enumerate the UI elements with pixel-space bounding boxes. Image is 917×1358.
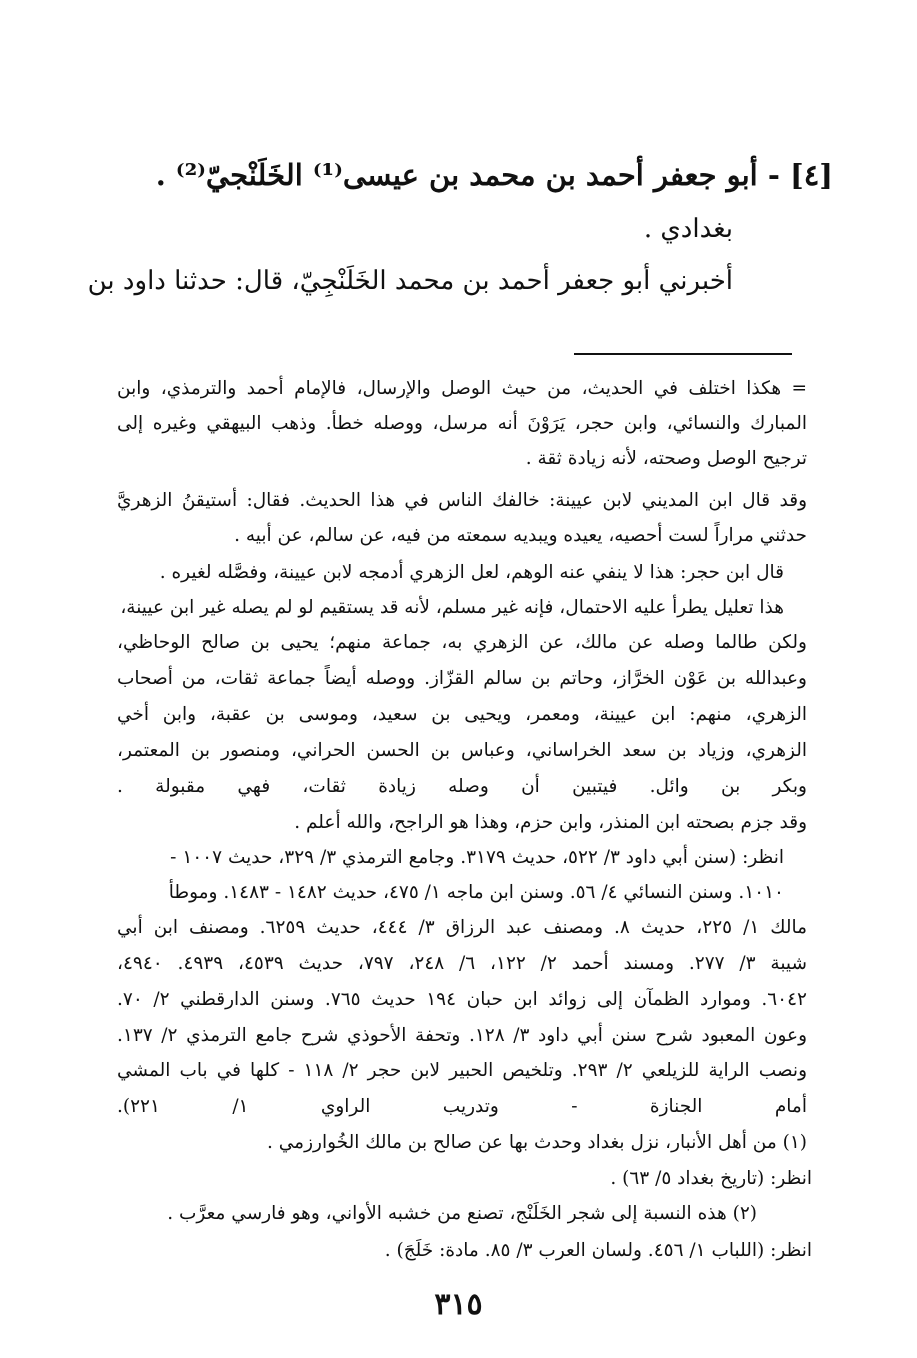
footnote-line: قال ابن حجر: هذا لا ينفي عنه الوهم، لعل الزهري أدمجه لابن عيينة، وفصَّله لغيره . (159, 562, 784, 583)
entry-origin: بغدادي . (643, 214, 733, 244)
footnote-line: وقد جزم بصحته ابن المنذر، وابن حزم، وهذا هو الراجح، والله أعلم . (294, 812, 807, 833)
footnote-line: شيبة ٣/ ٢٧٧. ومسند أحمد ٢/ ١٢٢، ٦/ ٢٤٨، ٧٩٧، حديث ٤٥٣٩، ٤٩٣٩. ٤٩٤٠، (117, 953, 808, 974)
footnote-line: ونصب الراية للزيلعي ٢/ ٢٩٣. وتلخيص الحبير لابن حجر ٢/ ١١٨ - كلها في باب المشي (117, 1060, 807, 1081)
footnote-line: وبكر بن وائل. فيتبين أن وصله زيادة ثقات، فهي مقبولة . (117, 776, 807, 797)
footnote-line: (٢) هذه النسبة إلى شجر الخَلَنْج، تصنع من خشبه الأواني، وهو فارسي معرَّب . (167, 1203, 757, 1224)
footnote-line: مالك ١/ ٢٢٥، حديث ٨. ومصنف عبد الرزاق ٣/ ٤٤٤، حديث ٦٢٥٩. ومصنف ابن أبي (117, 917, 808, 938)
footnote-line: هذا تعليل يطرأ عليه الاحتمال، فإنه غير مسلم، لأنه قد يستقيم لو لم يصله غير ابن عيينة، (120, 597, 784, 618)
footnote-line: = هكذا اختلف في الحديث، من حيث الوصل والإرسال، فالإمام أحمد والترمذي، وابن (117, 378, 807, 399)
footnote-line: انظر: (تاريخ بغداد ٥/ ٦٣) . (610, 1168, 812, 1189)
footnote-line: انظر: (سنن أبي داود ٣/ ٥٢٢، حديث ٣١٧٩. وجامع الترمذي ٣/ ٣٢٩، حديث ١٠٠٧ - (170, 847, 784, 868)
footnote-line: (١) من أهل الأنبار، نزل بغداد وحدث بها عن صالح بن مالك الخُوارزمي . (267, 1132, 807, 1153)
footnote-line: وعبدالله بن عَوْن الخرَّاز، وحاتم بن سالم القزّاز. ووصله أيضاً جماعة ثقات، من أصحاب (117, 668, 807, 689)
footnote-line: وقد قال ابن المديني لابن عيينة: خالفك الناس في هذا الحديث. فقال: أستيقنُ الزهريَّ (117, 490, 807, 511)
footnote-line: الزهري، وزياد بن سعد الخراساني، وعباس بن الحسن الحراني، ومنصور بن المعتمر، (117, 740, 807, 761)
footnote-line: انظر: (اللباب ١/ ٤٥٦. ولسان العرب ٣/ ٨٥. مادة: خَلَجَ) . (384, 1240, 812, 1261)
footnote-line: وعون المعبود شرح سنن أبي داود ٣/ ١٢٨. وتحفة الأحوذي شرح جامع الترمذي ٢/ ١٣٧. (117, 1025, 807, 1046)
footnote-line: ٦٠٤٢. وموارد الظمآن إلى زوائد ابن حبان ١٩٤ حديث ٧٦٥. وسنن الدارقطني ٢/ ٧٠. (117, 989, 807, 1010)
footnote-line: حدثني مراراً لست أحصيه، يعيده ويبديه سمعته من فيه، عن سالم، عن أبيه . (234, 525, 807, 546)
footnote-line: ترجيح الوصل وصحته، لأنه زيادة ثقة . (525, 448, 807, 469)
footnote-line: ولكن طالما وصله عن مالك، عن الزهري به، جماعة منهم؛ يحيى بن صالح الوحاظي، (117, 632, 807, 653)
narration-chain: أخبرني أبو جعفر أحمد بن محمد الخَلَنْجِيّ، قال: حدثنا داود بن (87, 266, 733, 296)
footnote-separator (574, 353, 792, 355)
entry-heading: [٤] - أبو جعفر أحمد بن محمد بن عيسى⁽¹⁾ الخَلَنْجيّ⁽²⁾ . (155, 158, 833, 192)
footnote-line: ١٠١٠. وسنن النسائي ٤/ ٥٦. وسنن ابن ماجه ١/ ٤٧٥، حديث ١٤٨٢ - ١٤٨٣. وموطأ (168, 882, 784, 903)
footnote-line: أمام الجنازة - وتدريب الراوي ١/ ٢٢١). (117, 1096, 807, 1117)
page-number: ٣١٥ (434, 1287, 483, 1322)
footnote-line: الزهري، منهم: ابن عيينة، ومعمر، ويحيى بن سعيد، وموسى بن عقبة، وابن أخي (117, 704, 807, 725)
footnote-line: المبارك والنسائي، وابن حجر، يَرَوْنَ أنه مرسل، ووصله خطأ. وذهب البيهقي وغيره إلى (117, 413, 807, 434)
